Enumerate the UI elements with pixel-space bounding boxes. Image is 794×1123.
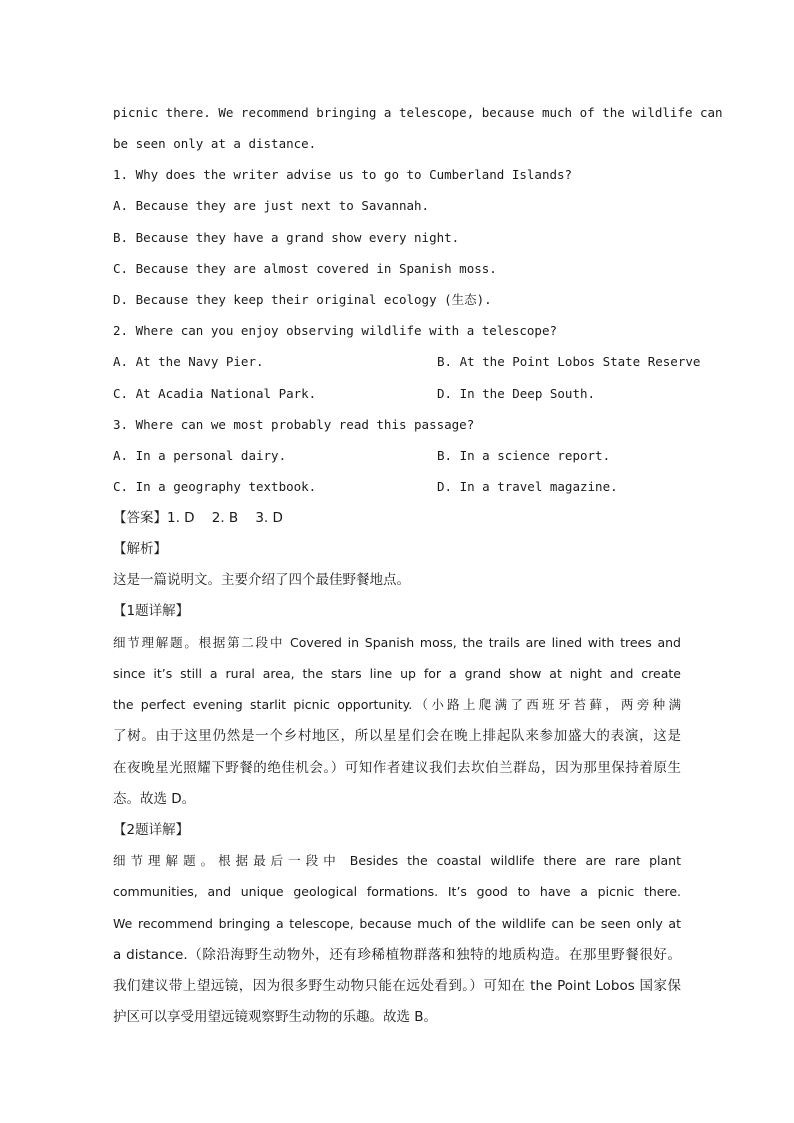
question-3-row-1 [113,444,681,468]
detail-2-line-3: We recommend bringing a telescope, because much of the wildlife can be seen only at [113,916,681,931]
question-3-option-d: D. In a travel magazine. [437,479,618,494]
detail-1-line-6: 态。故选 D。 [113,791,196,807]
detail-2-line-6: 护区可以享受用望远镜观察野生动物的乐趣。故选 B。 [113,1009,438,1025]
question-2-option-b: B. At the Point Lobos State Reserve [437,354,701,369]
detail-2-line-1: 细节理解题。根据最后一段中 Besides the coastal wildlife there are rare plant [113,853,681,868]
detail-1-line-1: 细节理解题。根据第二段中 Covered in Spanish moss, the trails are lined with trees and [113,635,681,650]
question-2-row-1 [113,350,701,374]
analysis-intro: 这是一篇说明文。主要介绍了四个最佳野餐地点。 [113,572,410,588]
detail-1-line-5: 在夜晚星光照耀下野餐的绝佳机会。）可知作者建议我们去坎伯兰群岛，因为那里保持着原生 [113,760,681,776]
question-1-option-b: B. Because they have a grand show every night. [113,230,460,245]
question-3-option-c: C. In a geography textbook. [113,479,317,494]
question-3-row-2 [113,475,681,499]
analysis-heading: 【解析】 [113,541,167,557]
question-3-option-a: A. In a personal dairy. [113,448,287,463]
question-2-option-a: A. At the Navy Pier. [113,354,264,369]
question-3-option-b: B. In a science report. [437,448,611,463]
question-2-stem: 2. Where can you enjoy observing wildlife with a telescope? [113,323,558,338]
detail-2-line-4: a distance.（除沿海野生动物外，还有珍稀植物群落和独特的地质构造。在那里野餐很好。 [113,947,681,963]
question-3-stem: 3. Where can we most probably read this passage? [113,417,475,432]
detail-2-heading: 【2题详解】 [113,822,190,838]
question-2-option-d: D. In the Deep South. [437,386,596,401]
detail-1-heading: 【1题详解】 [113,603,190,619]
detail-1-line-2: since it’s still a rural area, the stars line up for a grand show at night and create [113,666,681,681]
answer-line: 【答案】1. D 2. B 3. D [113,510,283,526]
detail-2-line-5: 我们建议带上望远镜，因为很多野生动物只能在远处看到。）可知在 the Point Lobos 国家保 [113,978,681,994]
passage-line-2: be seen only at a distance. [113,136,317,151]
question-1-option-c: C. Because they are almost covered in Spanish moss. [113,261,497,276]
detail-2-line-2: communities, and unique geological formations. It’s good to have a picnic there. [113,884,681,899]
detail-1-line-3: the perfect evening starlit picnic opportunity.（小路上爬满了西班牙苔藓，两旁种满 [113,697,681,712]
question-1-stem: 1. Why does the writer advise us to go to Cumberland Islands? [113,167,573,182]
question-1-option-a: A. Because they are just next to Savannah. [113,198,430,213]
question-1-option-d: D. Because they keep their original ecology (生态). [113,292,492,307]
question-2-option-c: C. At Acadia National Park. [113,386,317,401]
question-2-row-2 [113,382,681,406]
passage-line-1: picnic there. We recommend bringing a telescope, because much of the wildlife can [113,105,723,120]
detail-1-line-4: 了树。由于这里仍然是一个乡村地区，所以星星们会在晚上排起队来参加盛大的表演，这是 [113,728,681,744]
